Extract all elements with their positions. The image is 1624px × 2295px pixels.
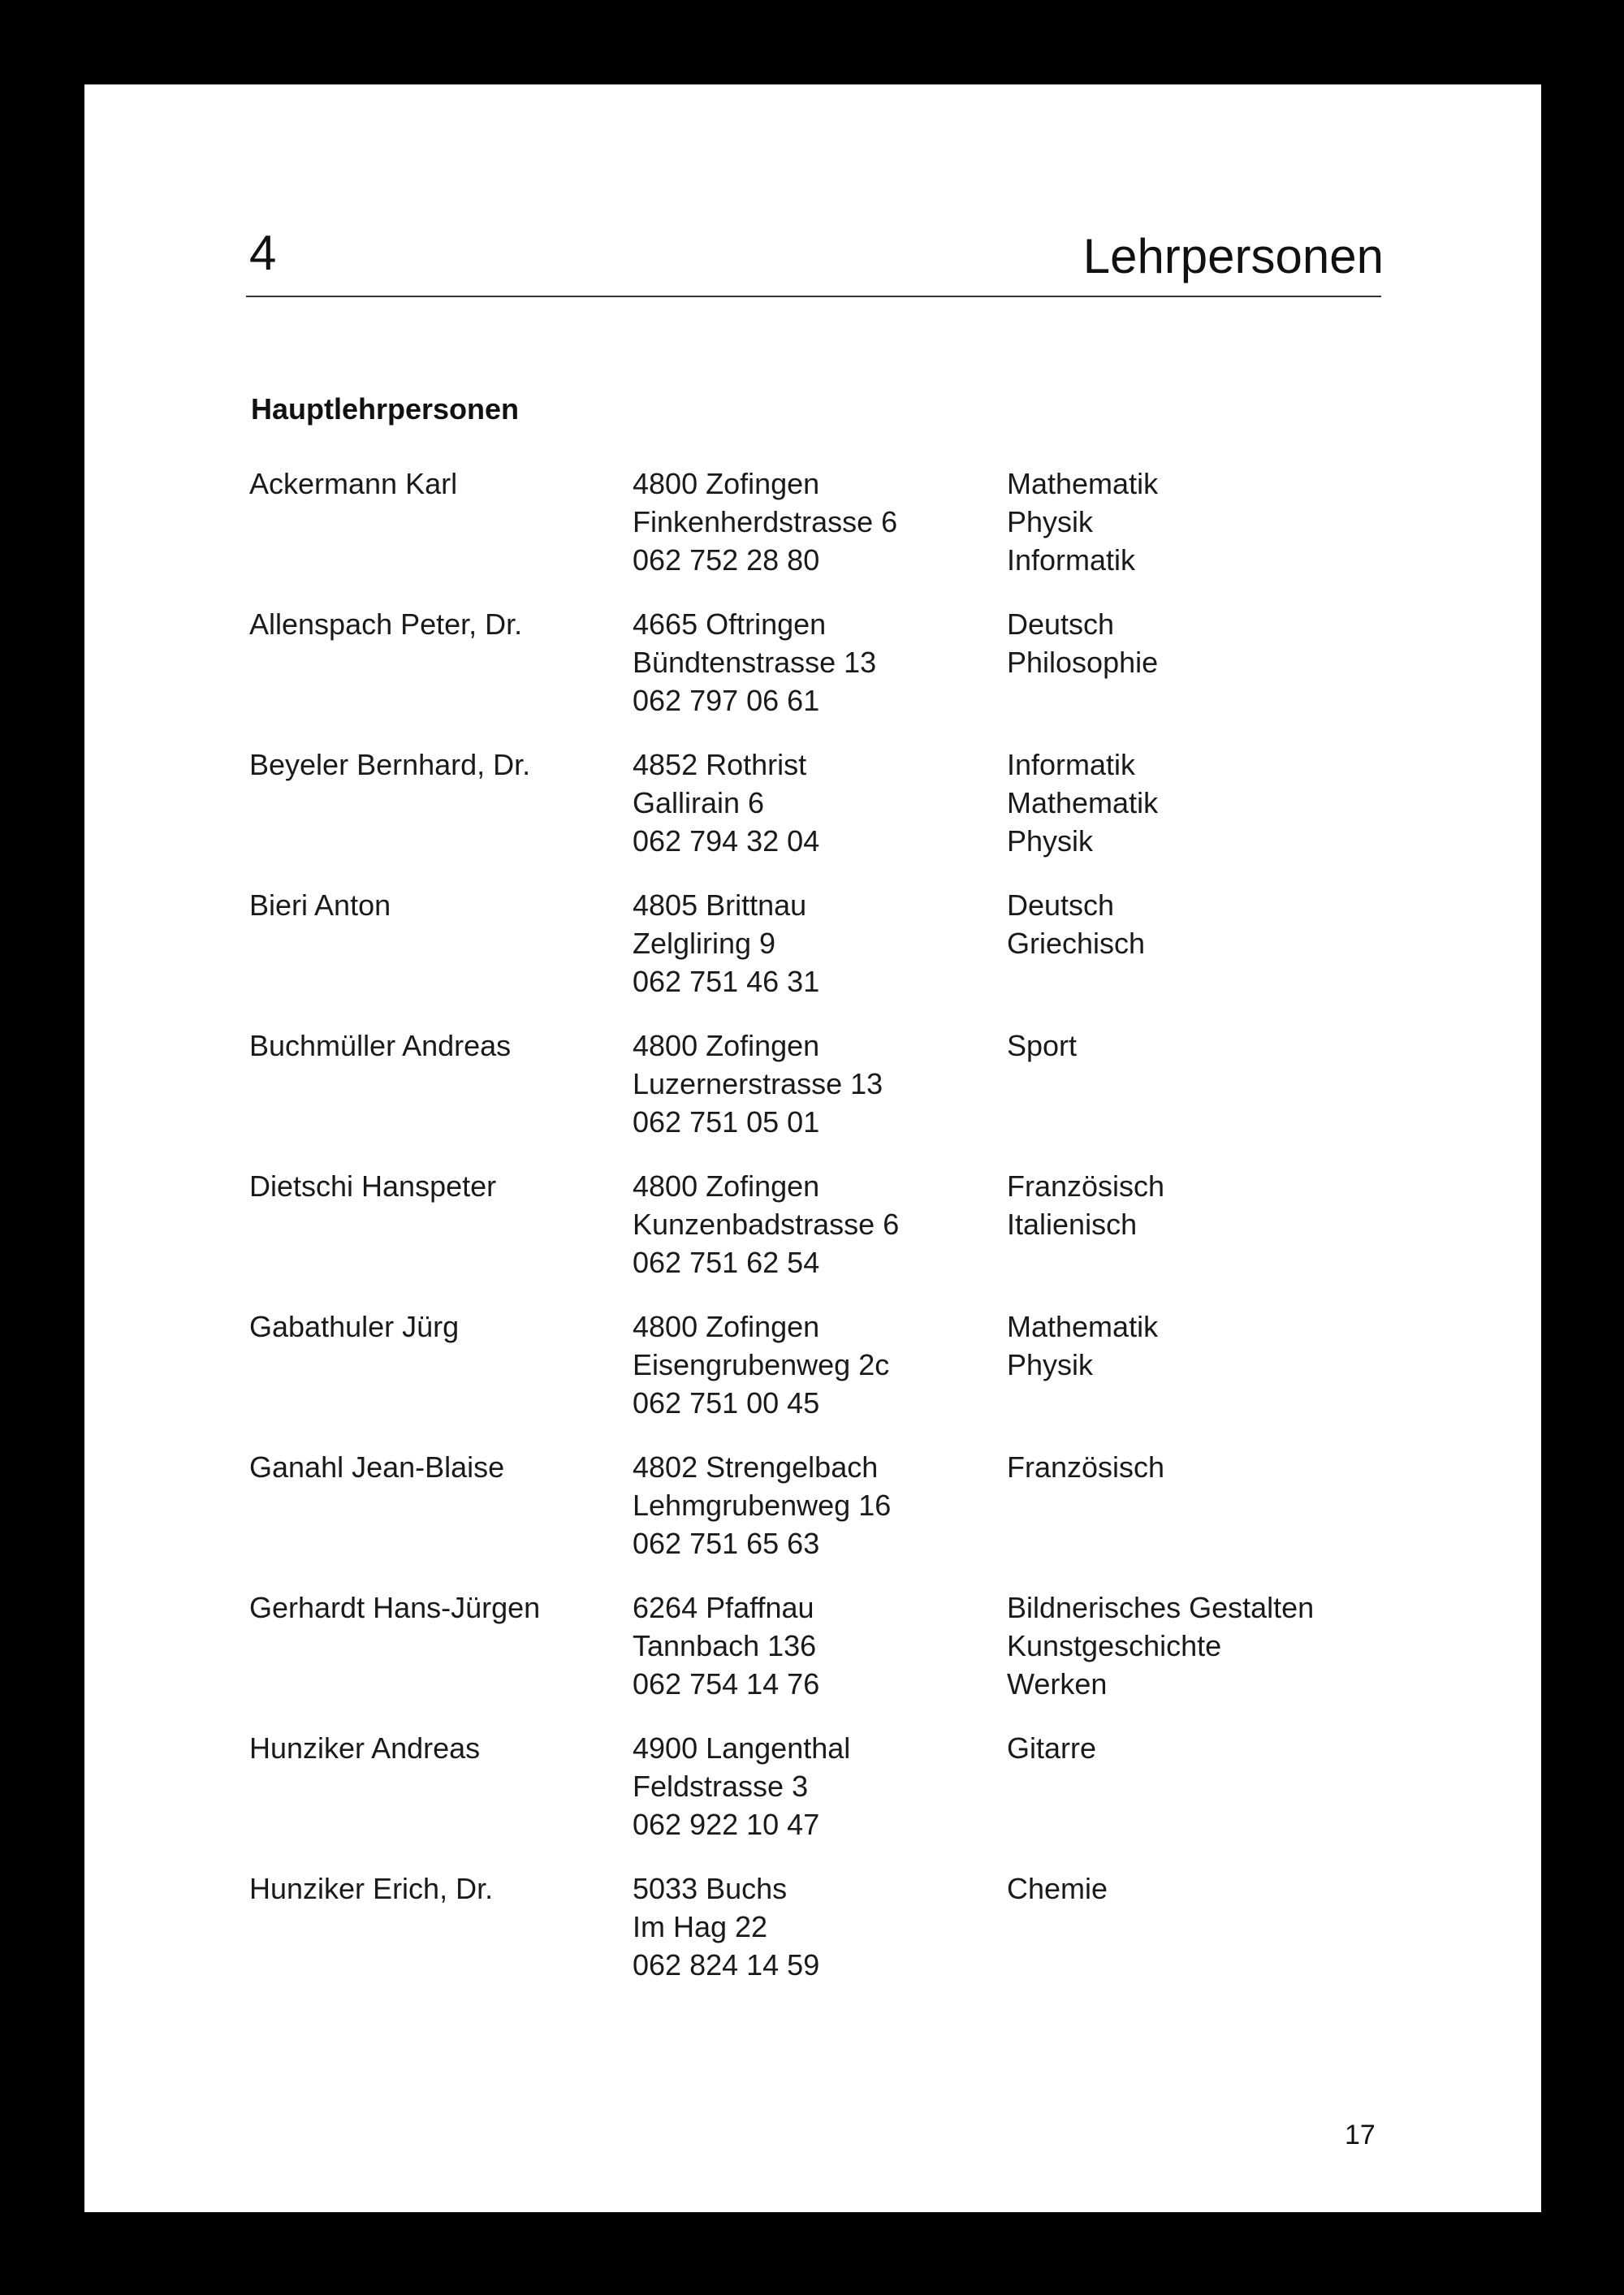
teacher-entry [249,1026,1402,1167]
page-number: 17 [1345,2120,1376,2150]
address-street: Eisengrubenweg 2c [633,1348,890,1381]
teacher-address [633,605,876,720]
subject: Bildnerisches Gestalten [1007,1591,1315,1624]
address-city: 4800 Zofingen [633,1029,820,1062]
teacher-entry [249,1869,1402,2010]
teacher-name: Buchmüller Andreas [249,1029,512,1062]
teacher-address [633,886,819,1001]
address-street: Feldstrasse 3 [633,1770,809,1803]
teacher-name: Gerhardt Hans-Jürgen [249,1591,541,1624]
address-phone: 062 751 46 31 [633,965,820,998]
subject: Mathematik [1007,786,1159,819]
subject: Mathematik [1007,467,1159,500]
chapter-number: 4 [249,226,277,280]
address-phone: 062 754 14 76 [633,1667,820,1701]
teacher-name: Ganahl Jean-Blaise [249,1450,505,1484]
teacher-entry [249,465,1402,605]
address-street: Luzernerstrasse 13 [633,1067,883,1100]
teacher-entry [249,1729,1402,1869]
address-street: Tannbach 136 [633,1629,817,1662]
address-phone: 062 752 28 80 [633,543,820,577]
header-divider [246,296,1381,297]
subject: Philosophie [1007,646,1159,679]
teacher-subjects [1007,465,1158,579]
subject: Kunstgeschichte [1007,1629,1222,1662]
teacher-address [633,1588,819,1703]
subject: Gitarre [1007,1731,1097,1765]
teacher-subjects [1007,1588,1314,1703]
subject: Deutsch [1007,888,1115,922]
address-city: 4805 Brittnau [633,888,807,922]
address-phone: 062 824 14 59 [633,1948,820,1982]
teacher-subjects [1007,1167,1164,1243]
teacher-address [633,1307,889,1422]
address-city: 6264 Pfaffnau [633,1591,814,1624]
teacher-subjects [1007,1729,1096,1767]
address-street: Im Hag 22 [633,1910,768,1943]
address-street: Gallirain 6 [633,786,765,819]
subject: Italienisch [1007,1208,1138,1241]
teacher-entry [249,1448,1402,1588]
teacher-subjects [1007,1026,1077,1065]
address-street: Lehmgrubenweg 16 [633,1489,892,1522]
teacher-subjects [1007,1869,1108,1908]
subject: Mathematik [1007,1310,1159,1343]
teacher-name: Gabathuler Jürg [249,1310,460,1343]
address-phone: 062 794 32 04 [633,824,820,858]
teacher-address [633,1026,883,1141]
subject: Physik [1007,824,1094,858]
address-street: Bündtenstrasse 13 [633,646,877,679]
teacher-subjects [1007,1307,1158,1384]
address-city: 4802 Strengelbach [633,1450,879,1484]
teacher-name: Hunziker Erich, Dr. [249,1872,494,1905]
address-phone: 062 797 06 61 [633,684,820,717]
address-street: Kunzenbadstrasse 6 [633,1208,900,1241]
address-phone: 062 922 10 47 [633,1808,820,1841]
address-city: 5033 Buchs [633,1872,788,1905]
subject: Werken [1007,1667,1108,1701]
chapter-title: Lehrpersonen [1082,229,1384,283]
document-page [84,84,1541,2212]
teacher-subjects [1007,746,1158,860]
teacher-name: Hunziker Andreas [249,1731,481,1765]
teacher-subjects [1007,886,1145,962]
address-city: 4900 Langenthal [633,1731,851,1765]
teacher-address [633,465,897,579]
teacher-list [249,465,1402,2010]
subject: Physik [1007,1348,1094,1381]
address-street: Finkenherdstrasse 6 [633,505,898,538]
teacher-name: Beyeler Bernhard, Dr. [249,748,531,781]
subject: Französisch [1007,1169,1165,1203]
teacher-address [633,1729,850,1843]
address-city: 4800 Zofingen [633,1310,820,1343]
teacher-entry [249,1167,1402,1307]
subject: Chemie [1007,1872,1108,1905]
address-phone: 062 751 62 54 [633,1246,820,1279]
address-city: 4800 Zofingen [633,467,820,500]
subject: Sport [1007,1029,1078,1062]
teacher-entry [249,1307,1402,1448]
teacher-address [633,746,819,860]
address-city: 4800 Zofingen [633,1169,820,1203]
teacher-name: Ackermann Karl [249,467,458,500]
address-phone: 062 751 65 63 [633,1527,820,1560]
teacher-name: Dietschi Hanspeter [249,1169,497,1203]
teacher-entry [249,605,1402,746]
teacher-address [633,1448,891,1562]
teacher-subjects [1007,605,1158,681]
teacher-subjects [1007,1448,1164,1486]
subject: Informatik [1007,748,1136,781]
subject: Französisch [1007,1450,1165,1484]
teacher-address [633,1167,899,1281]
teacher-entry [249,1588,1402,1729]
address-city: 4665 Oftringen [633,607,827,641]
address-city: 4852 Rothrist [633,748,807,781]
address-street: Zelgliring 9 [633,927,776,960]
subject: Physik [1007,505,1094,538]
subject: Informatik [1007,543,1136,577]
teacher-name: Allenspach Peter, Dr. [249,607,523,641]
subject: Griechisch [1007,927,1146,960]
address-phone: 062 751 05 01 [633,1105,820,1139]
address-phone: 062 751 00 45 [633,1386,820,1420]
teacher-entry [249,746,1402,886]
teacher-name: Bieri Anton [249,888,391,922]
subject: Deutsch [1007,607,1115,641]
teacher-entry [249,886,1402,1026]
teacher-address [633,1869,819,1984]
section-heading: Hauptlehrpersonen [251,392,520,426]
